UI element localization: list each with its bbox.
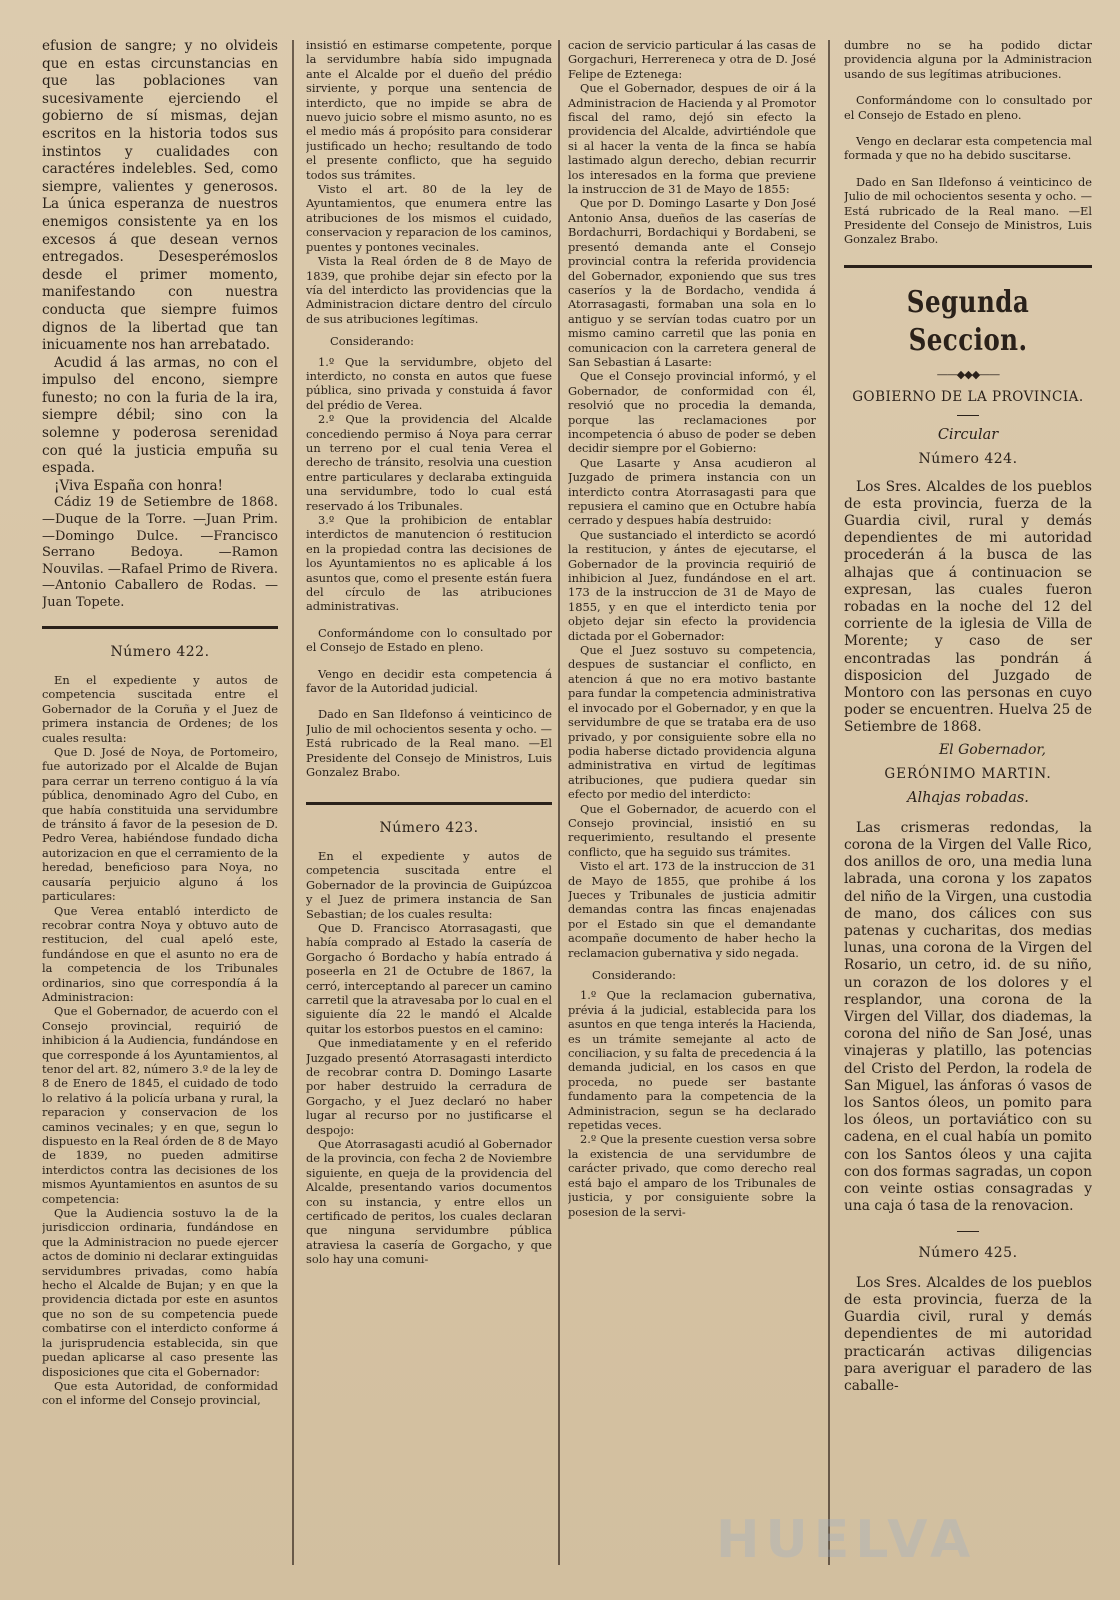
paragraph: dumbre no se ha podido dictar providencia alguna por la Administracion usando de sus legítimas atribuciones. xyxy=(844,38,1092,81)
paragraph: Conformándome con lo consultado por el Consejo de Estado en pleno. xyxy=(844,93,1092,122)
paragraph: Que el Gobernador, despues de oir á la Administracion de Hacienda y al Promotor fiscal del ramo, dejó sin efecto la providencia del Alcalde, advirtiéndole que si al hacer la venta de la finca se había lastimado algun derecho, debian recurrir los interesados en la forma que previene la instruccion de 31 de Mayo de 1855: xyxy=(568,81,816,197)
paragraph: 1.º Que la reclamacion gubernativa, prévia á la judicial, establecida para los asuntos en que tenga interés la Hacienda, es un trámite semejante al acto de conciliacion, y su falta de precedencia á la demanda judicial, en los casos en que proceda, no puede ser bastante fundamento para la competencia de la Administracion, segun se ha declarado repetidas veces. xyxy=(568,988,816,1133)
proclamation-signatures: Cádiz 19 de Setiembre de 1868. —Duque de la Torre. —Juan Prim. —Domingo Dulce. —Francisco Serrano Bedoya. —Ramon Nouvilas. —Rafael Primo de Rivera. —Antonio Caballero de Rodas. —Juan Topete. xyxy=(42,495,278,610)
paragraph: Vista la Real órden de 8 de Mayo de 1839, que prohibe dejar sin efecto por la vía del interdicto las providencias que la Administracion dictare dentro del círculo de sus atribuciones legítimas. xyxy=(306,254,552,326)
paragraph: Los Sres. Alcaldes de los pueblos de esta provincia, fuerza de la Guardia civil, rural y demás dependientes de mi autoridad procederán á la busca de las alhajas que á continuacion se expresan, las cuales fueron robadas en la noche del 12 del corriente de la iglesia de Villa de Morente; y caso de ser encontradas las pondrán á disposicion del Juzgado de Montoro con las personas en cuyo poder se encuentren. Huelva 25 de Setiembre de 1868. xyxy=(844,478,1092,736)
considerando-heading: Considerando: xyxy=(330,334,414,349)
paragraph: Que Lasarte y Ansa acudieron al Juzgado de primera instancia con un interdicto contra Atorrasagasti para que repusiera el camino que en Octubre había cerrado y despues había destruido: xyxy=(568,455,816,528)
circular-heading: Circular xyxy=(937,426,999,443)
considerando-heading: Considerando: xyxy=(592,968,676,982)
section-rule xyxy=(306,802,552,805)
section-number-424: Número 424. xyxy=(918,451,1018,468)
signature-title: El Gobernador, xyxy=(938,741,1046,758)
proclamation-text: Acudid á las armas, no con el impulso del encono, siempre funesto; no con la furia de la ira, siempre débil; sino con la solemne y poderosa serenidad con qué la justicia empuña su espada. xyxy=(42,354,278,477)
paragraph: 2.º Que la providencia del Alcalde concediendo permiso á Noya para cerrar un terreno por el cual tenia Verea el derecho de tránsito, resolvia una cuestion entre particulares y declaraba extinguida una servidumbre, todo lo cual está reservado á los Tribunales. xyxy=(306,412,552,513)
section-number-422: Número 422. xyxy=(110,643,210,660)
paragraph: Visto el art. 80 de la ley de Ayuntamientos, que enumera entre las atribuciones de los mismos el cuidado, conservacion y reparacion de los caminos, puentes y pontones vecinales. xyxy=(306,182,552,254)
paragraph: Que la Audiencia sostuvo la de la jurisdiccion ordinaria, fundándose en que la Administracion no puede ejercer actos de dominio ni declarar extinguidas servidumbres privadas, como había hecho el Alcalde de Bujan; y en que la providencia dictada por este en asuntos que no son de su competencia puede combatirse con el interdicto conforme á la jurisprudencia establecida, sin que puedan aplicarse al caso presente las disposiciones que cita el Gobernador: xyxy=(42,1206,278,1379)
paragraph: Que por D. Domingo Lasarte y Don José Antonio Ansa, dueños de las caserías de Bordachurri, Bordachiqui y Bordabeni, se presentó demanda ante el Consejo provincial contra la referida providencia del Gobernador, exponiendo que sus tres caseríos y la de Bordacho, vendida á Atorrasagasti, formaban una sola en lo antiguo y se servían todas cuatro por un mismo camino carretil que las ponia en comunicacion con la carretera general de San Sebastian á Lasarte: xyxy=(568,196,816,369)
paragraph: Vengo en declarar esta competencia mal formada y que no ha debido suscitarse. xyxy=(844,134,1092,163)
government-heading: GOBIERNO DE LA PROVINCIA. xyxy=(852,389,1084,406)
paragraph: Que el Gobernador, de acuerdo con el Consejo provincial, requirió de inhibicion á la Audiencia, fundándose en que corresponde á los Ayuntamientos, al tenor del art. 82, número 3.º de la ley de 8 de Enero de 1845, el cuidado de todo lo relativo á la policía urbana y rural, la reparacion y conservacion de los caminos vecinales; y en que, segun lo dispuesto en la Real órden de 8 de Mayo de 1839, no pueden admitirse interdictos contra las decisiones de los mismos Ayuntamientos en asuntos de su competencia: xyxy=(42,1004,278,1206)
paragraph: Las crismeras redondas, la corona de la Virgen del Valle Rico, dos anillos de oro, una media luna labrada, una corona y los zapatos del niño de la Virgen, una custodia de mano, dos cálices con sus patenas y cucharitas, dos medias lunas, una corona de la Virgen del Rosario, un cetro, id. de su niño, un corazon de los dolores y el resplandor, una corona de la Virgen del Villar, dos diademas, la corona del niño de San José, unas vinajeras y platillo, las potencias del Cristo del Perdon, la rodela de San Miguel, las ánforas ó vasos de los Santos óleos, un pomito para los óleos, un portaviático con su cadena, en el cual había un pomito con los Santos óleos y una cajita con dos formas sagradas, un copon con veinte ostias consagradas y una caja ó tasa de la renovacion. xyxy=(844,819,1092,1215)
paragraph: Que Atorrasagasti acudió al Gobernador de la provincia, con fecha 2 de Noviembre siguiente, en queja de la providencia del Alcalde, presentando varios documentos con su instancia, y entre ellos un certificado de peritos, los cuales declaran que ninguna servidumbre pública atraviesa la casería de Gorgacho, y que solo hay una comuni- xyxy=(306,1137,552,1267)
short-rule xyxy=(957,1231,979,1232)
paragraph: Visto el art. 173 de la instruccion de 31 de Mayo de 1855, que prohibe á los Jueces y Tribunales de justicia admitir demandas contra las fincas enajenadas por el Estado sin que el demandante acompañe documento de haber hecho la reclamacion gubernativa y sido negada. xyxy=(568,859,816,960)
section-title: Segunda Seccion. xyxy=(906,284,1030,358)
paragraph: Vengo en decidir esta competencia á favor de la Autoridad judicial. xyxy=(306,666,552,696)
paragraph: cacion de servicio particular á las casas de Gorgachuri, Herrereneca y otra de D. José Felipe de Eztenega: xyxy=(568,38,816,81)
section-rule xyxy=(844,265,1092,268)
paragraph: 3.º Que la prohibicion de entablar interdictos de manutencion ó restitucion en la propiedad contra las decisiones de los Ayuntamientos no es aplicable á los asuntos que, como el presente están fuera del círculo de las atribuciones administrativas. xyxy=(306,513,552,614)
column-divider xyxy=(292,40,294,1565)
column-3 xyxy=(568,38,816,1568)
paragraph: Conformándome con lo consultado por el Consejo de Estado en pleno. xyxy=(306,625,552,655)
proclamation-text: efusion de sangre; y no olvideis que en estas circunstancias en que las poblaciones van sucesivamente ejerciendo el gobierno de sí mismas, dejan escritos en la historia todos sus instintos y cualidades con caractéres indelebles. Sed, como siempre, valientes y generosos. La única esperanza de nuestros enemigos consistente ya en los excesos á que desean vernos entregados. Desesperémoslos desde el primer momento, manifestando con nuestra conducta que siempre fuimos dignos de la libertad que tan inicuamente nos han arrebatado. xyxy=(42,38,278,354)
paragraph: insistió en estimarse competente, porque la servidumbre había sido impugnada ante el Alcalde por el dueño del prédio sirviente, y porque una sentencia de interdicto, que no impide se abra de nuevo juicio sobre el mismo asunto, no es el medio más á propósito para considerar justificado un hecho; resultando de todo el presente conflicto, que ha seguido todos sus trámites. xyxy=(306,38,552,182)
paragraph: En el expediente y autos de competencia suscitada entre el Gobernador de la Coruña y el Juez de primera instancia de Ordenes; de los cuales resulta: xyxy=(42,673,278,745)
column-4 xyxy=(844,38,1092,1568)
column-2 xyxy=(306,38,552,1568)
paragraph: Que el Consejo provincial informó, y el Gobernador, de conformidad con él, resolvió que no procedia la demanda, porque las reclamaciones por incompetencia ó abuso de poder se deben decidir siempre por el Gobierno: xyxy=(568,369,816,456)
short-rule xyxy=(957,415,979,416)
paragraph: Que el Juez sostuvo su competencia, despues de sustanciar el conflicto, en atencion á que no era motivo bastante para fundar la competencia administrativa el invocado por el Gobernador, y en que la servidumbre de que se trataba era de uso privado, y por consiguiente sobre ella no podia haberse dictado providencia alguna administrativa en virtud de legítimas atribuciones, que pudiera quedar sin efecto por medio del interdicto: xyxy=(568,643,816,802)
paragraph: Que sustanciado el interdicto se acordó la restitucion, y ántes de ejecutarse, el Gobernador de la provincia requirió de inhibicion al Juez, fundándose en el art. 173 de la instruccion de 31 de Mayo de 1855, y en que el interdicto tenia por objeto dejar sin efecto la providencia dictada por el Gobernador: xyxy=(568,527,816,643)
paragraph: Que el Gobernador, de acuerdo con el Consejo provincial, insistió en su requerimiento, resultando el presente conflicto, que ha seguido sus trámites. xyxy=(568,801,816,859)
section-number-425: Número 425. xyxy=(918,1245,1018,1262)
library-watermark: HUELVA xyxy=(716,1510,977,1570)
paragraph: Dado en San Ildefonso á veinticinco de Julio de mil ochocientos sesenta y ocho. —Está rubricado de la Real mano. —El Presidente del Consejo de Ministros, Luis Gonzalez Brabo. xyxy=(306,707,552,780)
paragraph: 2.º Que la presente cuestion versa sobre la existencia de una servidumbre de carácter privado, que como derecho real está bajo el amparo de los Tribunales de justicia, y por consiguiente sobre la posesion de la servi- xyxy=(568,1132,816,1219)
proclamation-cheer: ¡Viva España con honra! xyxy=(54,477,224,494)
column-divider xyxy=(558,40,560,1565)
column-divider xyxy=(828,40,830,1565)
section-number-423: Número 423. xyxy=(379,819,479,836)
paragraph: Dado en San Ildefonso á veinticinco de Julio de mil ochocientos sesenta y ocho. —Está rubricado de la Real mano. —El Presidente del Consejo de Ministros, Luis Gonzalez Brabo. xyxy=(844,174,1092,247)
paragraph: Que D. José de Noya, de Portomeiro, fue autorizado por el Alcalde de Bujan para cerrar un terreno contiguo á la vía pública, denominado Agro del Cubo, en que había constituida una servidumbre de tránsito á favor de la pesesion de D. Pedro Verea, habiéndose fundado dicha autorizacion en que el cerramiento de la heredad, beneficioso para Noya, no causaría perjuicio alguno á los particulares: xyxy=(42,745,278,904)
paragraph: Que esta Autoridad, de conformidad con el informe del Consejo provincial, xyxy=(42,1378,278,1408)
stolen-items-heading: Alhajas robadas. xyxy=(907,790,1029,807)
paragraph: 1.º Que la servidumbre, objeto del interdicto, no consta en autos que fuese pública, sino privada y constuida á favor del prédio de Verea. xyxy=(306,354,552,412)
ornament-divider: ——◆◆◆—— xyxy=(936,367,1000,381)
paragraph: Los Sres. Alcaldes de los pueblos de esta provincia, fuerza de la Guardia civil, rural y demás dependientes de mi autoridad practicarán activas diligencias para averiguar el paradero de las caballe- xyxy=(844,1274,1092,1395)
column-1 xyxy=(42,38,278,1568)
paragraph: En el expediente y autos de competencia suscitada entre el Gobernador de la provincia de Guipúzcoa y el Juez de primera instancia de San Sebastian; de los cuales resulta: xyxy=(306,848,552,921)
section-rule xyxy=(42,626,278,629)
paragraph: Que D. Francisco Atorrasagasti, que había comprado al Estado la casería de Gorgacho ó Bordacho y había entrado á poseerla en 21 de Octubre de 1867, la cerró, interceptando al parecer un camino carretil que la atravesaba por lo cual en el siguiente día 22 le mandó el Alcalde quitar los estorbos puestos en el camino: xyxy=(306,920,552,1036)
paragraph: Que Verea entabló interdicto de recobrar contra Noya y obtuvo auto de restitucion, del cual apeló este, fundándose en que el asunto no era de la competencia de los Tribunales ordinarios, sino que correspondía á la Administracion: xyxy=(42,903,278,1004)
signer-name: GERÓNIMO MARTIN. xyxy=(884,765,1052,782)
paragraph: Que inmediatamente y en el referido Juzgado presentó Atorrasagasti interdicto de recobrar contra D. Domingo Lasarte por haber destruido la cerradura de Gorgacho, y el Juez declaró no haber lugar al recurso por no justificarse el despojo: xyxy=(306,1036,552,1137)
